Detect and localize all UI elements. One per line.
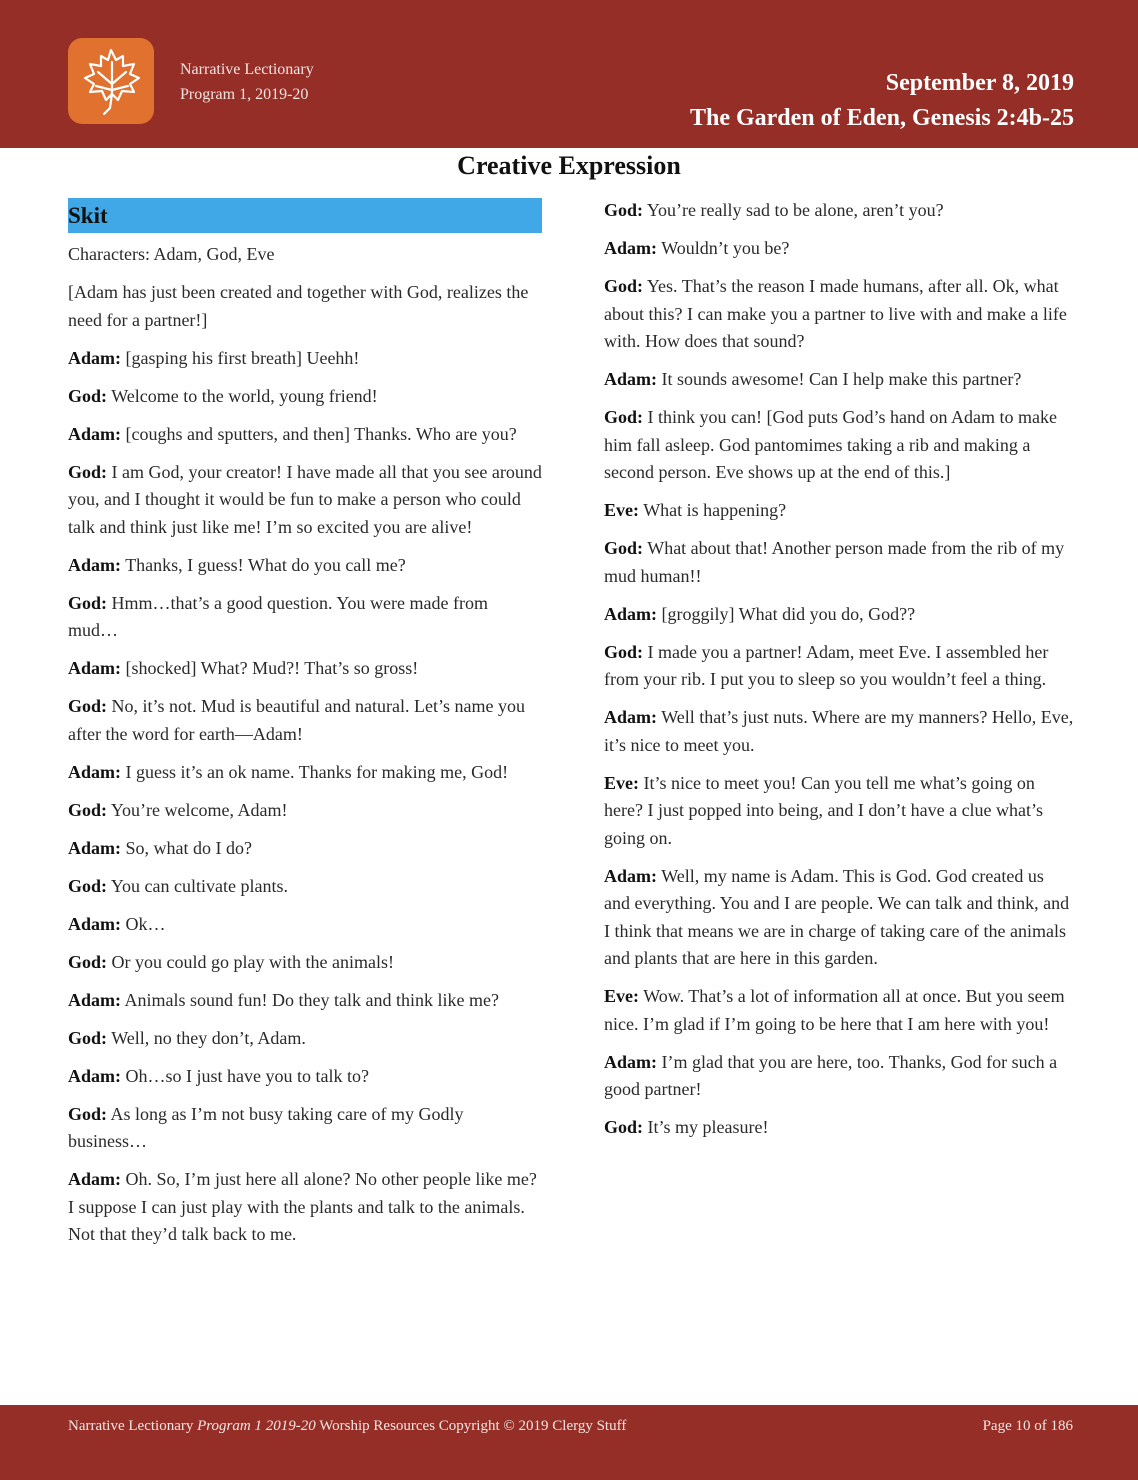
dialogue-line	[68, 590, 542, 645]
header-title-block	[690, 66, 1074, 136]
dialogue-text: It’s my pleasure!	[647, 1117, 769, 1137]
dialogue-text: You’re welcome, Adam!	[110, 799, 288, 820]
speaker-name: God:	[68, 1103, 108, 1124]
dialogue-text: Welcome to the world, young friend!	[111, 385, 378, 406]
dialogue-text: What is happening?	[643, 500, 787, 520]
speaker-name: Adam:	[68, 761, 121, 782]
dialogue-line	[604, 863, 1074, 973]
dialogue-text: No, it’s not. Mud is beautiful and natural. Let’s name you after the word for earth—Adam!	[68, 696, 525, 744]
characters-line: Characters: Adam, God, Eve	[68, 244, 275, 264]
header-title: The Garden of Eden, Genesis 2:4b-25	[689, 105, 1074, 131]
footer-program: Program 1 2019-20	[197, 1418, 316, 1434]
dialogue-text: You’re really sad to be alone, aren’t you?	[646, 200, 944, 220]
dialogue-line	[68, 835, 542, 863]
speaker-name: God:	[604, 641, 644, 662]
program-line-2: Program 1, 2019-20	[180, 86, 309, 103]
footer-copyright	[68, 1418, 626, 1435]
speaker-name: God:	[604, 1117, 644, 1137]
speaker-name: Eve:	[604, 500, 639, 520]
dialogue-line	[604, 1114, 1074, 1142]
dialogue-line	[68, 911, 542, 939]
dialogue-text: Oh…so I just have you to talk to?	[125, 1065, 369, 1086]
dialogue-line	[604, 235, 1074, 263]
dialogue-text: I think you can! [God puts God’s hand on Adam to make him fall asleep. God pantomimes taking a rib and making a second person. Eve shows up at the end of this.]	[604, 407, 1057, 482]
speaker-name: God:	[604, 276, 644, 296]
dialogue-line	[604, 404, 1074, 487]
dialogue-line	[68, 1101, 542, 1156]
dialogue-text: [groggily] What did you do, God??	[661, 603, 916, 624]
speaker-name: Adam:	[604, 603, 657, 624]
speaker-name: God:	[68, 799, 108, 820]
dialogue-text: [shocked] What? Mud?! That’s so gross!	[125, 658, 419, 678]
footer-suffix: Worship Resources Copyright © 2019 Clergy Stuff	[315, 1418, 627, 1434]
dialogue-text: Well, my name is Adam. This is God. God created us and everything. You and I are people. We can talk and think, and I think that means we are in charge of taking care of the animals and plants that are here in this garden.	[604, 865, 1070, 968]
dialogue-line	[68, 459, 542, 542]
speaker-name: God:	[68, 951, 108, 972]
speaker-name: Eve:	[604, 772, 639, 793]
dialogue-line	[604, 497, 1074, 525]
page-number: Page 10 of 186	[982, 1418, 1073, 1434]
speaker-name: Adam:	[68, 913, 121, 934]
speaker-name: God:	[604, 538, 644, 558]
dialogue-line	[68, 797, 542, 825]
dialogue-text: Wow. That’s a lot of information all at once. But you seem nice. I’m glad if I’m going to be here that I am here with you!	[604, 986, 1065, 1034]
dialogue-text: What about that! Another person made from the rib of my mud human!!	[604, 538, 1065, 586]
skit-heading: Skit	[68, 198, 542, 233]
dialogue-line	[604, 601, 1074, 629]
dialogue-text: Oh. So, I’m just here all alone? No other people like me? I suppose I can just play with the plants and talk to the animals. Not that they’d talk back to me.	[68, 1169, 537, 1244]
dialogue-text: Well, no they don’t, Adam.	[111, 1027, 306, 1048]
leaf-icon	[76, 44, 146, 118]
dialogue-text: Yes. That’s the reason I made humans, after all. Ok, what about this? I can make you a partner to live with and make a life with. How does that sound?	[604, 276, 1067, 351]
dialogue-text: I am God, your creator! I have made all that you see around you, and I thought it would be fun to make a person who could talk and think just like me! I’m so excited you are alive!	[68, 461, 542, 537]
speaker-name: Adam:	[604, 238, 657, 258]
dialogue-text: I’m glad that you are here, too. Thanks, God for such a good partner!	[604, 1051, 1058, 1099]
dialogue-text: I guess it’s an ok name. Thanks for making me, God!	[125, 761, 509, 782]
speaker-name: God:	[604, 407, 644, 427]
dialogue-line	[68, 949, 542, 977]
dialogue-text: Ok…	[125, 913, 166, 934]
speaker-name: Adam:	[604, 369, 657, 389]
dialogue-text: I made you a partner! Adam, meet Eve. I assembled her from your rib. I put you to sleep so you wouldn’t feel a thing.	[604, 641, 1049, 689]
dialogue-text: Wouldn’t you be?	[661, 238, 790, 258]
speaker-name: Adam:	[604, 707, 657, 727]
dialogue-text: As long as I’m not busy taking care of my Godly business…	[68, 1103, 464, 1151]
speaker-name: Adam:	[68, 1169, 121, 1189]
dialogue-text: Hmm…that’s a good question. You were made from mud…	[68, 592, 488, 640]
speaker-name: Adam:	[68, 989, 121, 1010]
dialogue-line	[604, 197, 1074, 225]
footer-prefix: Narrative Lectionary	[68, 1418, 198, 1434]
speaker-name: Adam:	[68, 658, 121, 678]
dialogue-text: You can cultivate plants.	[110, 875, 289, 896]
right-column	[604, 197, 1074, 1152]
dialogue-line	[604, 704, 1074, 759]
speaker-name: God:	[68, 385, 108, 406]
dialogue-line	[604, 273, 1074, 356]
dialogue-text: Animals sound fun! Do they talk and think like me?	[124, 989, 499, 1010]
speaker-name: Adam:	[604, 1051, 657, 1072]
speaker-name: God:	[68, 875, 108, 896]
header-band	[0, 0, 1138, 148]
stage-direction: [Adam has just been created and together with God, realizes the need for a partner!]	[68, 282, 529, 330]
speaker-name: God:	[68, 592, 108, 613]
dialogue-line	[68, 383, 542, 411]
dialogue-line	[68, 552, 542, 580]
dialogue-line	[68, 693, 542, 748]
dialogue-line	[68, 987, 542, 1015]
dialogue-text: [gasping his first breath] Ueehh!	[125, 347, 360, 368]
speaker-name: Adam:	[604, 865, 657, 886]
dialogue-text: Well that’s just nuts. Where are my manners? Hello, Eve, it’s nice to meet you.	[604, 707, 1074, 755]
dialogue-line	[604, 983, 1074, 1038]
logo	[68, 38, 154, 124]
dialogue-text: It sounds awesome! Can I help make this partner?	[661, 369, 1022, 389]
dialogue-line	[604, 366, 1074, 394]
dialogue-line	[68, 1025, 542, 1053]
left-dialogue	[68, 345, 542, 1249]
dialogue-line	[604, 770, 1074, 853]
speaker-name: God:	[68, 696, 108, 716]
right-dialogue	[604, 197, 1074, 1142]
dialogue-line	[604, 535, 1074, 590]
speaker-name: God:	[68, 1027, 108, 1048]
dialogue-line	[68, 873, 542, 901]
speaker-name: God:	[68, 461, 108, 482]
dialogue-line	[68, 1063, 542, 1091]
dialogue-line	[68, 345, 542, 373]
dialogue-line	[604, 639, 1074, 694]
speaker-name: God:	[604, 200, 644, 220]
speaker-name: Adam:	[68, 1065, 121, 1086]
speaker-name: Adam:	[68, 554, 121, 575]
dialogue-text: It’s nice to meet you! Can you tell me what’s going on here? I just popped into being, and I don’t have a clue what’s going on.	[604, 772, 1044, 848]
dialogue-text: Or you could go play with the animals!	[111, 951, 394, 972]
speaker-name: Eve:	[604, 986, 639, 1006]
header-date: September 8, 2019	[885, 70, 1074, 96]
speaker-name: Adam:	[68, 423, 121, 444]
dialogue-text: Thanks, I guess! What do you call me?	[125, 554, 406, 575]
dialogue-line	[68, 421, 542, 449]
speaker-name: Adam:	[68, 347, 121, 368]
program-info	[180, 57, 314, 107]
dialogue-line	[68, 1166, 542, 1249]
footer-band	[0, 1405, 1138, 1480]
program-line-1: Narrative Lectionary	[180, 61, 314, 78]
dialogue-line	[68, 759, 542, 787]
dialogue-line	[604, 1049, 1074, 1104]
dialogue-text: [coughs and sputters, and then] Thanks. Who are you?	[125, 423, 517, 444]
speaker-name: Adam:	[68, 837, 121, 858]
left-column	[68, 198, 542, 1259]
dialogue-line	[68, 655, 542, 683]
section-title: Creative Expression	[457, 151, 681, 180]
dialogue-text: So, what do I do?	[125, 837, 252, 858]
